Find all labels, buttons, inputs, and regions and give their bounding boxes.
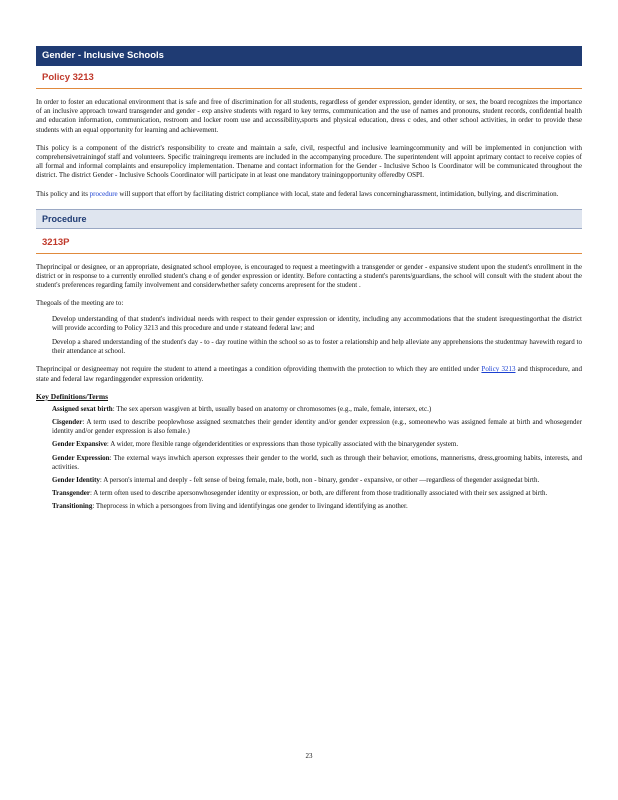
title-divider bbox=[36, 88, 582, 89]
definition-item bbox=[36, 502, 582, 511]
bullet-marker bbox=[36, 418, 52, 436]
definition-desc: : The external ways inwhich aperson expresses their gender to the world, such as through their behavior, emotions, mannerisms, dress,grooming habits, interests, and activities. bbox=[52, 453, 582, 471]
policy-paragraph-3-text-b: will support that effort by facilitating district compliance with local, state and federal laws concerningharassment, intimidation, bullying, and discrimination. bbox=[117, 189, 559, 198]
definition-term: Gender Expression bbox=[52, 453, 110, 462]
procedure-link[interactable]: procedure bbox=[89, 189, 118, 198]
policy-3213-link[interactable]: Policy 3213 bbox=[481, 365, 516, 374]
definition-item bbox=[36, 418, 582, 436]
procedure-paragraph-2-text-a: Theprincipal or designeemay not require the student to attend a meetingas a condition ofproviding themwith the protection to which they are entitled under bbox=[36, 365, 482, 374]
policy-title: Policy 3213 bbox=[42, 72, 94, 83]
definition-desc: : A wider, more flexible range ofgenderidentities or expressions than those typically associated with the binarygender system. bbox=[106, 440, 459, 449]
procedure-paragraph-2-text-b: and thisprocedure, and state and federal law regardinggender expression oridentity. bbox=[36, 365, 583, 383]
bullet-marker bbox=[36, 315, 52, 333]
bullet-marker bbox=[36, 405, 52, 414]
policy-paragraph-1: In order to foster an educational environment that is safe and free of discrimination for all students, regardless of gender expression, gender identity, or sex, the board recognizes the importance of an inclusive approach toward transgender and gender - exp ansive students with regard to key terms, communication and the use of names and pronouns, student records, confidential health and education information, communication, restroom and locker room use and accessibility,sports and physical education, dress c odes, and other school activities, in order to provide these students with an equal opportunity for learning and achievement. bbox=[36, 98, 582, 134]
procedure-band: Procedure bbox=[36, 209, 582, 229]
definitions-heading: Key Definitions/Terms bbox=[36, 391, 109, 401]
definition-term: Transgender bbox=[52, 489, 90, 498]
definition-item bbox=[36, 476, 582, 485]
definition-desc: : Theprocess in which a persongoes from living and identifyingas one gender to livingand identifying as another. bbox=[92, 502, 408, 511]
section-banner: Gender - Inclusive Schools bbox=[36, 46, 582, 66]
bullet-marker bbox=[36, 489, 52, 498]
definition-term: Cisgender bbox=[52, 418, 83, 427]
bullet-marker bbox=[36, 502, 52, 511]
goals-list bbox=[36, 315, 582, 357]
goals-intro: Thegoals of the meeting are to: bbox=[36, 299, 124, 308]
definition-item bbox=[36, 454, 582, 472]
definition-term: Gender Expansive bbox=[52, 440, 107, 449]
definition-term: Gender Identity bbox=[52, 476, 100, 485]
list-item bbox=[36, 338, 582, 356]
definition-item bbox=[36, 489, 582, 498]
definition-item bbox=[36, 405, 582, 414]
bullet-marker bbox=[36, 440, 52, 449]
definition-term: Assigned sexat birth bbox=[52, 404, 113, 413]
definition-desc: : The sex aperson wasgiven at birth, usually based on anatomy or chromosomes (e.g., male, female, intersex, etc.) bbox=[112, 404, 432, 413]
definition-desc: : A term often used to describe apersonwhosegender identity or expression, or both, are different from those traditionally associated with their sex assigned at birth. bbox=[89, 489, 548, 498]
definition-desc: : A person's internal and deeply - felt sense of being female, male, both, non - binary, gender - expansive, or other —regardless of thegender assignedat birth. bbox=[99, 476, 540, 485]
procedure-code: 3213P bbox=[42, 236, 70, 248]
list-item bbox=[36, 315, 582, 333]
definition-term: Transitioning bbox=[52, 502, 93, 511]
document-page bbox=[36, 46, 582, 512]
bullet-marker bbox=[36, 476, 52, 485]
list-item-text: Develop understanding of that student's individual needs with respect to their gender expression or identity, including any accommodations that the student isrequestingorthat the district will provide according to Policy 3213 and this procedure and unde r stateand federal law; and bbox=[52, 314, 582, 332]
procedure-divider bbox=[36, 253, 582, 254]
policy-paragraph-2: This policy is a component of the district's responsibility to create and maintain a safe, civil, respectful and inclusive learningcommunity and will be implemented in conjunction with comprehensivetrainingof staff and volunteers. Specific trainingrequ irements are included in the accompanying procedure. The superintendent will appoint aprimary contact to receive copies of all formal and informal complaints and ensurepolicy implementation. Thename and contact information for the Gender - Inclusive Schoo ls Coordinator will be communicated throughout the district. The district Gender - Inclusive Schools Coordinator will participate in at least one mandatory trainingopportunity offeredby OSPI. bbox=[36, 143, 582, 180]
policy-paragraph-3-text-a: This policy and its bbox=[36, 189, 90, 198]
page-number: 23 bbox=[305, 752, 313, 760]
definition-desc: : A term used to describe peoplewhose assigned sexmatches their gender identity and/or gender expression (e.g., someonewho was assigned female at birth and whosegender identity and/or gender expression is also female.) bbox=[52, 418, 582, 436]
procedure-paragraph-1: Theprincipal or designee, or an appropriate, designated school employee, is encouraged to request a meetingwith a transgender or gender - expansive student upon the student's enrollment in the district or in response to a currently enrolled student's chang e of gender expression or identity. Before contacting a student's parents/guardians, the school will consult with the student about the student's preferences regarding family involvement and considerwhether safety concerns arepresent for the student . bbox=[36, 262, 582, 290]
procedure-paragraph-2 bbox=[36, 365, 582, 383]
definition-item bbox=[36, 440, 582, 449]
policy-paragraph-3 bbox=[36, 190, 582, 199]
list-item-text: Develop a shared understanding of the student's day - to - day routine within the school so as to foster a relationship and help alleviate any apprehensions the studentmay havewith regard to their attendance at school. bbox=[52, 338, 582, 356]
bullet-marker bbox=[36, 338, 52, 356]
bullet-marker bbox=[36, 454, 52, 472]
